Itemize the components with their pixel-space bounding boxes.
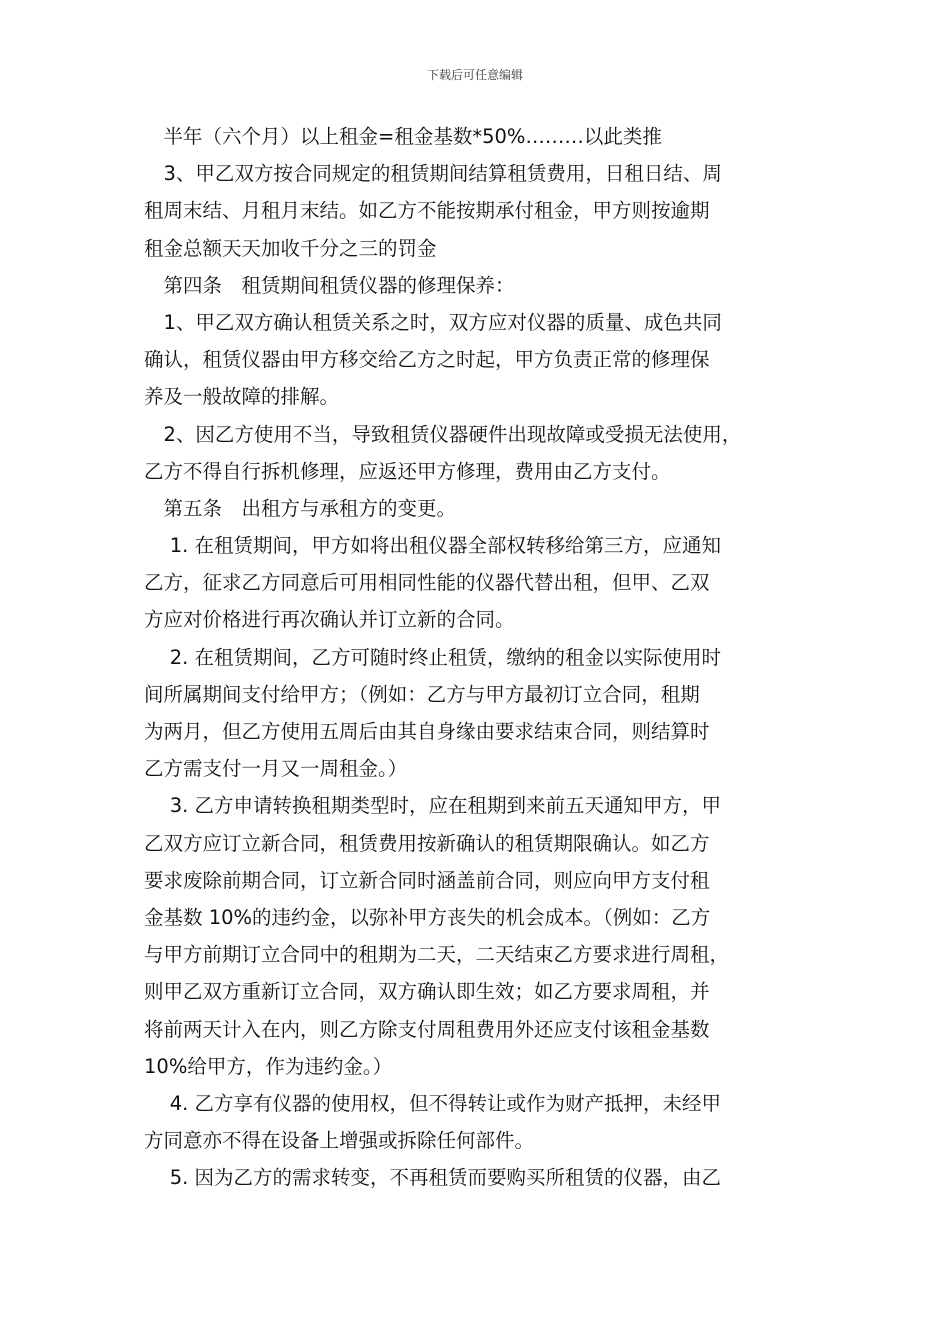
page-header: 下载后可任意编辑 [426,68,523,82]
text-line: 3. 乙方申请转换租期类型时，应在租期到来前五天通知甲方，甲 [144,794,722,818]
article-heading: 第五条 出租方与承租方的变更。 [144,496,457,520]
text-line: 为两月，但乙方使用五周后由其自身缘由要求结束合同，则结算时 [144,720,710,743]
article-heading: 第四条 租赁期间租赁仪器的修理保养： [144,273,515,297]
text-line: 2、因乙方使用不当，导致租赁仪器硬件出现故障或受损无法使用， [144,422,742,446]
text-line: 将前两天计入在内，则乙方除支付周租费用外还应支付该租金基数 [144,1017,710,1041]
text-line: 2. 在租赁期间，乙方可随时终止租赁，缴纳的租金以实际使用时 [144,645,722,669]
text-line: 1. 在租赁期间，甲方如将出租仪器全部权转移给第三方，应通知 [144,534,722,558]
text-line: 确认，租赁仪器由甲方移交给乙方之时起，甲方负责正常的修理保 [144,348,710,372]
text-line: 方应对价格进行再次确认并订立新的合同。 [144,608,515,632]
text-line: 与甲方前期订立合同中的租期为二天，二天结束乙方要求进行周租， [144,943,730,967]
text-line: 5. 因为乙方的需求转变，不再租赁而要购买所租赁的仪器，由乙 [144,1166,722,1190]
text-line: 养及一般故障的排解。 [144,385,340,409]
text-line: 4. 乙方享有仪器的使用权，但不得转让或作为财产抵押，未经甲 [144,1091,722,1115]
text-line: 3、甲乙双方按合同规定的租赁期间结算租赁费用，日租日结、周 [144,162,722,186]
text-line: 乙方需支付一月又一周租金。） [144,757,408,781]
text-line: 租周末结、月租月末结。如乙方不能按期承付租金，甲方则按逾期 [144,199,710,223]
text-line: 1、甲乙双方确认租赁关系之时，双方应对仪器的质量、成色共同 [144,310,722,334]
text-line: 乙方不得自行拆机修理，应返还甲方修理，费用由乙方支付。 [144,459,671,483]
text-line: 乙双方应订立新合同，租赁费用按新确认的租赁期限确认。如乙方 [144,831,710,855]
text-line: 间所属期间支付给甲方；（例如：乙方与甲方最初订立合同，租期 [144,682,700,706]
text-line: 乙方，征求乙方同意后可用相同性能的仪器代替出租，但甲、乙双 [144,571,710,595]
document-body [144,118,812,1196]
text-line: 则甲乙双方重新订立合同，双方确认即生效；如乙方要求周租，并 [144,980,710,1004]
text-line: 租金总额天天加收千分之三的罚金 [144,236,437,260]
text-line: 10%给甲方，作为违约金。） [144,1054,393,1078]
text-line: 要求废除前期合同，订立新合同时涵盖前合同，则应向甲方支付租 [144,868,710,892]
text-line: 金基数 10%的违约金，以弥补甲方丧失的机会成本。（例如：乙方 [144,905,711,929]
text-line: 方同意亦不得在设备上增强或拆除任何部件。 [144,1129,535,1153]
text-line: 半年（六个月）以上租金=租金基数*50%………以此类推 [144,125,662,148]
